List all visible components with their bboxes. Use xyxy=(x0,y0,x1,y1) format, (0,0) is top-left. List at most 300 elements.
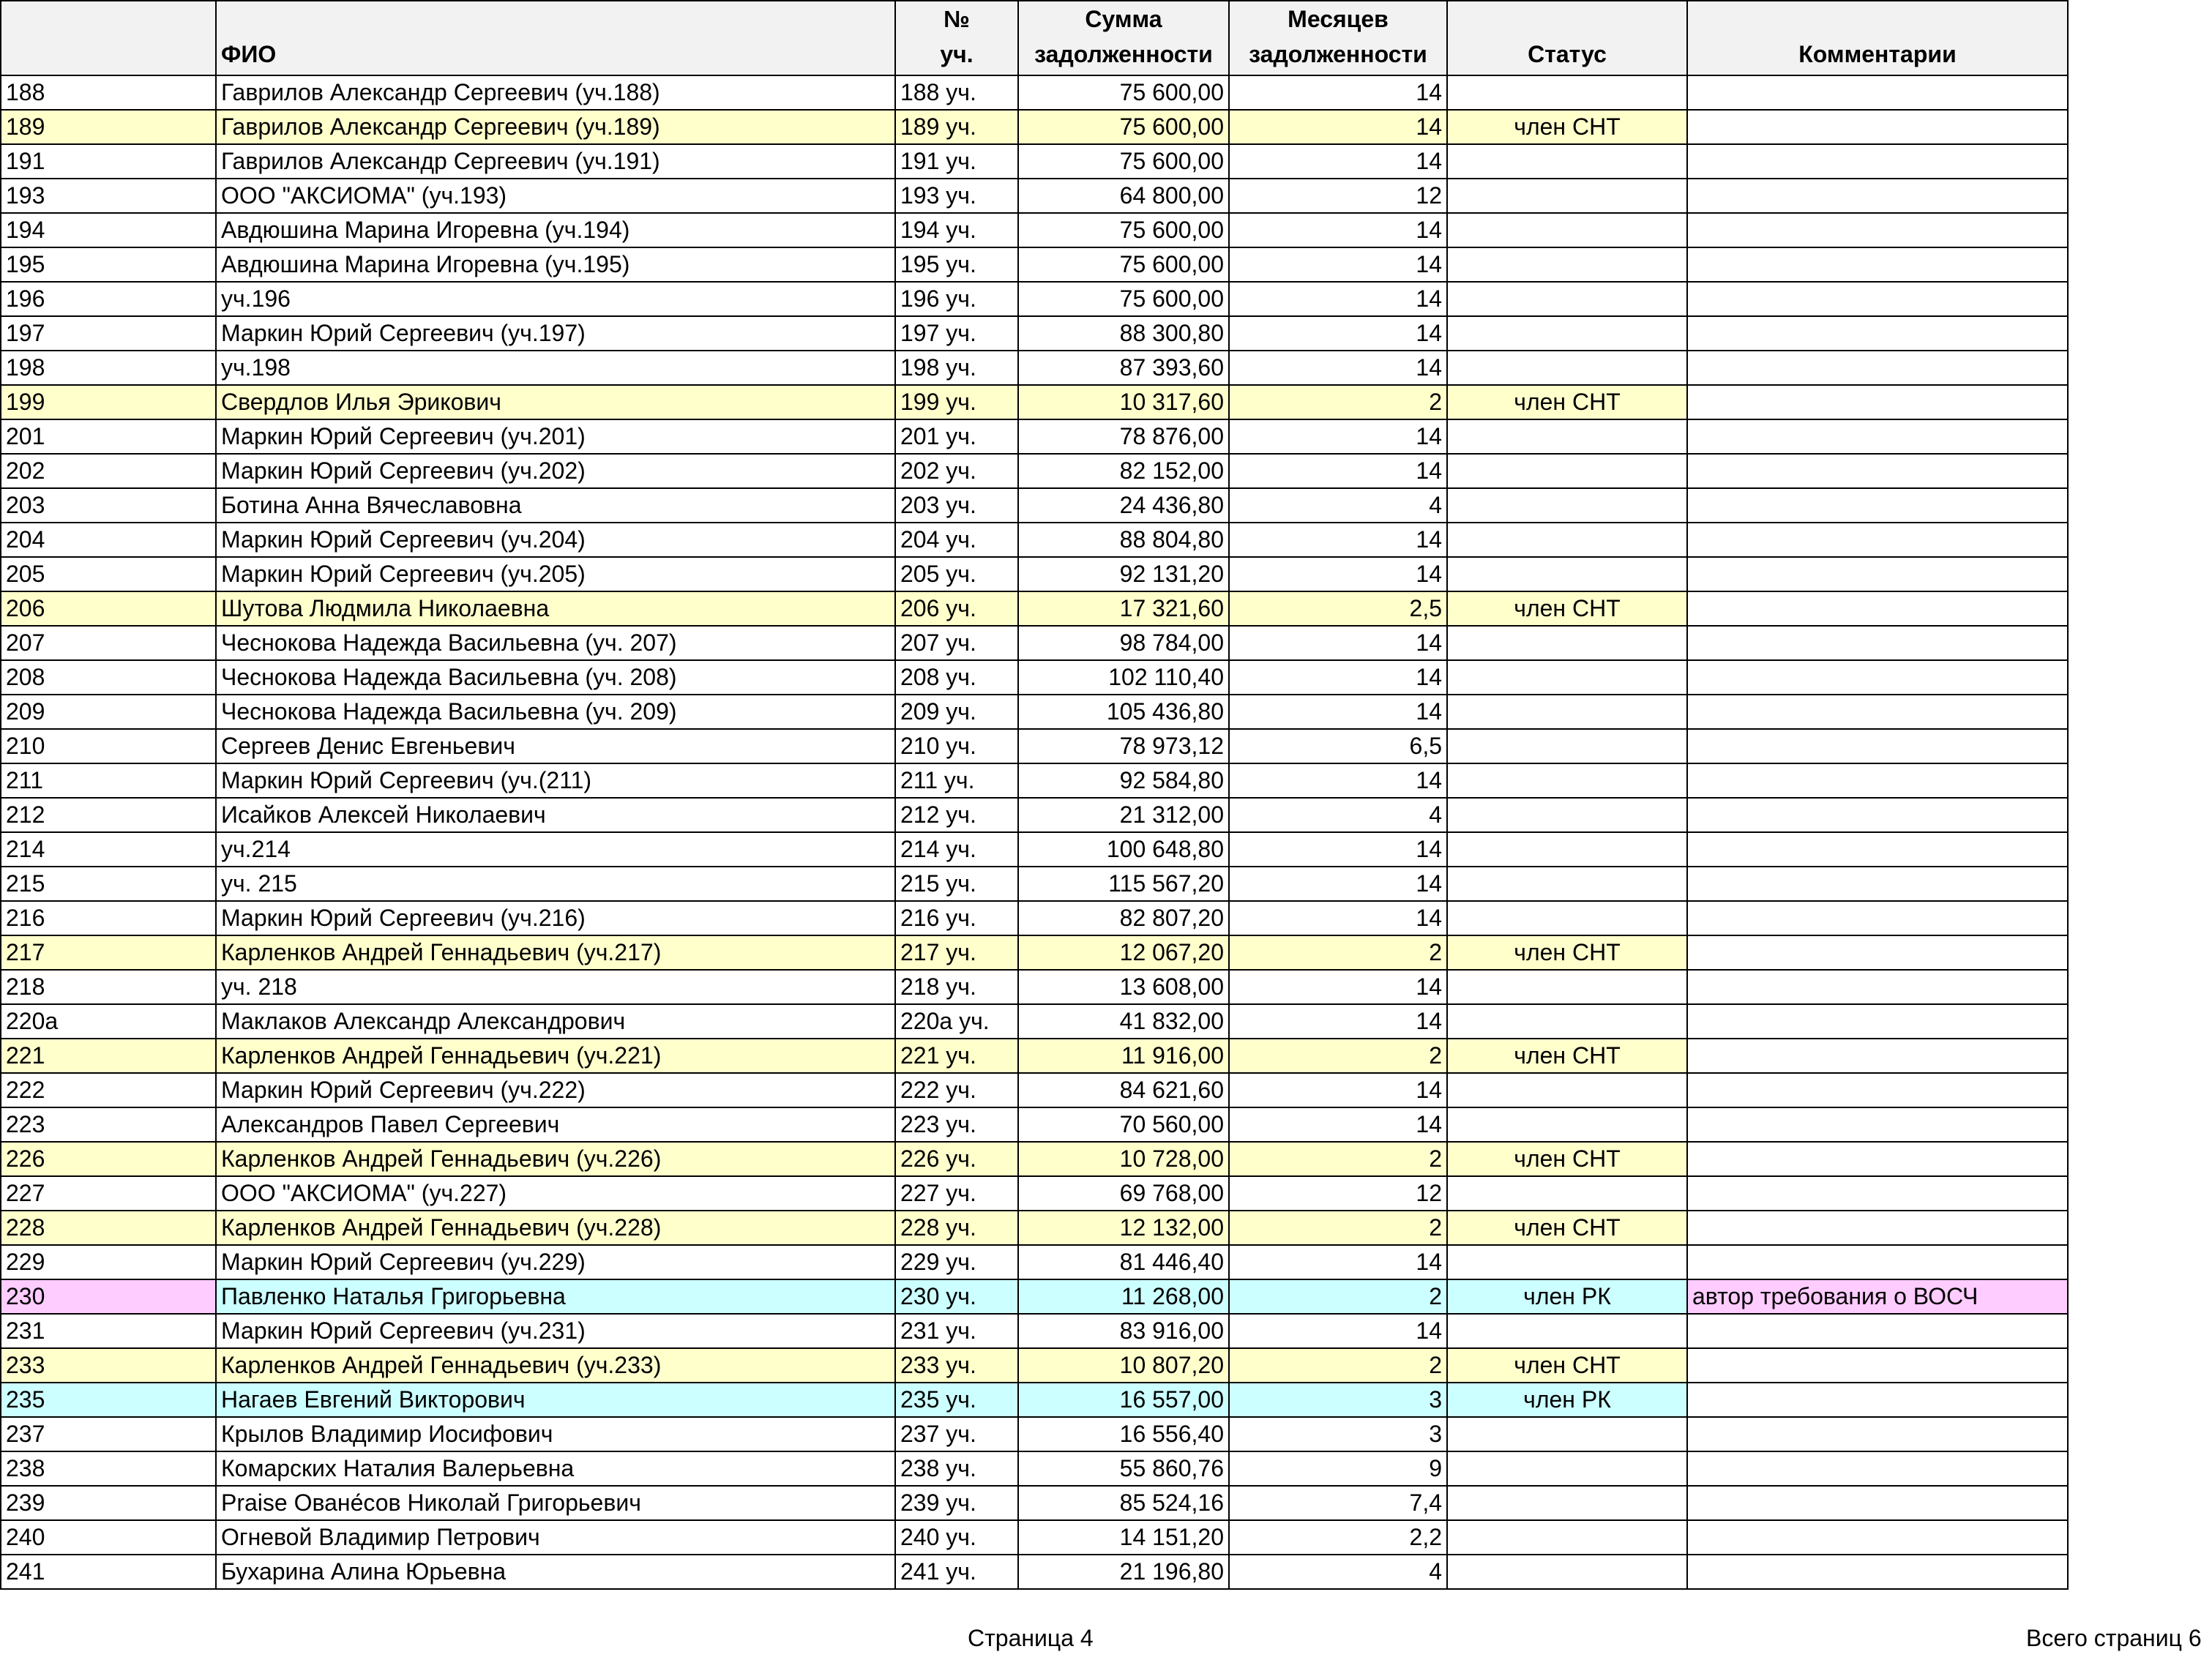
cell-sum: 78 876,00 xyxy=(1018,419,1229,454)
cell-comment xyxy=(1687,1451,2068,1486)
cell-fio: Маркин Юрий Сергеевич (уч.204) xyxy=(216,523,895,557)
cell-comment xyxy=(1687,488,2068,523)
cell-fio: Praise Оване́сов Николай Григорьевич xyxy=(216,1486,895,1520)
cell-plot: 191 уч. xyxy=(895,144,1018,179)
cell-status: член РК xyxy=(1447,1279,1687,1314)
cell-plot: 214 уч. xyxy=(895,832,1018,867)
cell-fio: Александров Павел Сергеевич xyxy=(216,1107,895,1142)
table-row xyxy=(1,1176,2068,1211)
cell-months: 14 xyxy=(1229,1073,1447,1107)
cell-sum: 21 312,00 xyxy=(1018,798,1229,832)
cell-comment xyxy=(1687,351,2068,385)
cell-plot: 203 уч. xyxy=(895,488,1018,523)
cell-comment xyxy=(1687,626,2068,660)
header-months xyxy=(1229,1,1447,75)
cell-sum: 17 321,60 xyxy=(1018,591,1229,626)
cell-fio: Крылов Владимир Иосифович xyxy=(216,1417,895,1451)
cell-id: 188 xyxy=(1,75,216,110)
cell-fio: Сергеев Денис Евгеньевич xyxy=(216,729,895,763)
cell-months: 7,4 xyxy=(1229,1486,1447,1520)
table-row xyxy=(1,1383,2068,1417)
cell-months: 2 xyxy=(1229,385,1447,419)
table-row xyxy=(1,1279,2068,1314)
cell-sum: 16 557,00 xyxy=(1018,1383,1229,1417)
cell-sum: 14 151,20 xyxy=(1018,1520,1229,1555)
cell-sum: 88 300,80 xyxy=(1018,316,1229,351)
cell-id: 237 xyxy=(1,1417,216,1451)
cell-id: 238 xyxy=(1,1451,216,1486)
cell-fio: Чеснокова Надежда Васильевна (уч. 209) xyxy=(216,695,895,729)
table-row xyxy=(1,351,2068,385)
table-row xyxy=(1,1417,2068,1451)
cell-plot: 222 уч. xyxy=(895,1073,1018,1107)
cell-status xyxy=(1447,660,1687,695)
cell-months: 2 xyxy=(1229,1142,1447,1176)
cell-sum: 105 436,80 xyxy=(1018,695,1229,729)
cell-id: 230 xyxy=(1,1279,216,1314)
table-row xyxy=(1,1451,2068,1486)
table-row xyxy=(1,1107,2068,1142)
cell-status xyxy=(1447,1520,1687,1555)
cell-status xyxy=(1447,798,1687,832)
cell-plot: 207 уч. xyxy=(895,626,1018,660)
cell-sum: 92 584,80 xyxy=(1018,763,1229,798)
cell-months: 14 xyxy=(1229,901,1447,935)
cell-status xyxy=(1447,695,1687,729)
table-row xyxy=(1,488,2068,523)
cell-months: 14 xyxy=(1229,75,1447,110)
cell-status: член СНТ xyxy=(1447,591,1687,626)
cell-comment xyxy=(1687,282,2068,316)
cell-status xyxy=(1447,729,1687,763)
cell-status xyxy=(1447,213,1687,247)
cell-plot: 230 уч. xyxy=(895,1279,1018,1314)
table-row xyxy=(1,557,2068,591)
cell-sum: 84 621,60 xyxy=(1018,1073,1229,1107)
cell-months: 2 xyxy=(1229,1279,1447,1314)
cell-plot: 221 уч. xyxy=(895,1039,1018,1073)
cell-status xyxy=(1447,763,1687,798)
cell-months: 3 xyxy=(1229,1417,1447,1451)
cell-comment xyxy=(1687,1004,2068,1039)
cell-status xyxy=(1447,316,1687,351)
cell-status xyxy=(1447,454,1687,488)
header-plot xyxy=(895,1,1018,75)
cell-plot: 212 уч. xyxy=(895,798,1018,832)
cell-plot: 204 уч. xyxy=(895,523,1018,557)
cell-sum: 70 560,00 xyxy=(1018,1107,1229,1142)
cell-fio: Маркин Юрий Сергеевич (уч.222) xyxy=(216,1073,895,1107)
cell-status xyxy=(1447,75,1687,110)
cell-months: 14 xyxy=(1229,419,1447,454)
cell-comment xyxy=(1687,591,2068,626)
table-row xyxy=(1,1314,2068,1348)
cell-plot: 223 уч. xyxy=(895,1107,1018,1142)
cell-status xyxy=(1447,970,1687,1004)
cell-id: 220а xyxy=(1,1004,216,1039)
cell-status: член СНТ xyxy=(1447,1211,1687,1245)
table-row xyxy=(1,144,2068,179)
cell-fio: Исайков Алексей Николаевич xyxy=(216,798,895,832)
cell-fio: Нагаев Евгений Викторович xyxy=(216,1383,895,1417)
cell-id: 227 xyxy=(1,1176,216,1211)
table-row xyxy=(1,110,2068,144)
cell-fio: Комарских Наталия Валерьевна xyxy=(216,1451,895,1486)
cell-plot: 210 уч. xyxy=(895,729,1018,763)
cell-status: член СНТ xyxy=(1447,385,1687,419)
cell-months: 14 xyxy=(1229,247,1447,282)
table-row xyxy=(1,626,2068,660)
cell-id: 193 xyxy=(1,179,216,213)
cell-plot: 233 уч. xyxy=(895,1348,1018,1383)
cell-status xyxy=(1447,351,1687,385)
cell-status xyxy=(1447,1245,1687,1279)
cell-sum: 64 800,00 xyxy=(1018,179,1229,213)
cell-plot: 189 уч. xyxy=(895,110,1018,144)
cell-id: 198 xyxy=(1,351,216,385)
cell-sum: 75 600,00 xyxy=(1018,110,1229,144)
cell-id: 195 xyxy=(1,247,216,282)
cell-plot: 194 уч. xyxy=(895,213,1018,247)
cell-sum: 12 067,20 xyxy=(1018,935,1229,970)
cell-id: 215 xyxy=(1,867,216,901)
header-comments: Комментарии xyxy=(1687,1,2068,75)
header-months-line2: задолженности xyxy=(1249,41,1427,67)
cell-fio: Карленков Андрей Геннадьевич (уч.233) xyxy=(216,1348,895,1383)
cell-months: 4 xyxy=(1229,1555,1447,1589)
cell-sum: 69 768,00 xyxy=(1018,1176,1229,1211)
cell-fio: Чеснокова Надежда Васильевна (уч. 208) xyxy=(216,660,895,695)
cell-fio: уч.214 xyxy=(216,832,895,867)
cell-months: 14 xyxy=(1229,316,1447,351)
cell-sum: 87 393,60 xyxy=(1018,351,1229,385)
page-number: Страница 4 xyxy=(968,1625,1094,1651)
cell-plot: 209 уч. xyxy=(895,695,1018,729)
cell-comment xyxy=(1687,1383,2068,1417)
cell-status xyxy=(1447,1451,1687,1486)
header-plot-line2: уч. xyxy=(940,41,974,67)
cell-months: 14 xyxy=(1229,557,1447,591)
cell-comment xyxy=(1687,660,2068,695)
cell-fio: уч. 218 xyxy=(216,970,895,1004)
cell-sum: 75 600,00 xyxy=(1018,75,1229,110)
cell-fio: Маркин Юрий Сергеевич (уч.201) xyxy=(216,419,895,454)
cell-id: 204 xyxy=(1,523,216,557)
cell-sum: 81 446,40 xyxy=(1018,1245,1229,1279)
cell-months: 14 xyxy=(1229,144,1447,179)
table-row xyxy=(1,247,2068,282)
cell-comment xyxy=(1687,419,2068,454)
cell-comment xyxy=(1687,695,2068,729)
cell-comment xyxy=(1687,1211,2068,1245)
cell-fio: Огневой Владимир Петрович xyxy=(216,1520,895,1555)
cell-months: 14 xyxy=(1229,626,1447,660)
cell-plot: 231 уч. xyxy=(895,1314,1018,1348)
cell-plot: 228 уч. xyxy=(895,1211,1018,1245)
cell-fio: Маркин Юрий Сергеевич (уч.229) xyxy=(216,1245,895,1279)
table-row xyxy=(1,1486,2068,1520)
cell-comment xyxy=(1687,1555,2068,1589)
table-row xyxy=(1,901,2068,935)
cell-fio: Павленко Наталья Григорьевна xyxy=(216,1279,895,1314)
cell-fio: Маркин Юрий Сергеевич (уч.216) xyxy=(216,901,895,935)
header-plot-line1: № xyxy=(944,6,970,32)
cell-status xyxy=(1447,1417,1687,1451)
cell-id: 217 xyxy=(1,935,216,970)
cell-status: член СНТ xyxy=(1447,1142,1687,1176)
cell-fio: Карленков Андрей Геннадьевич (уч.217) xyxy=(216,935,895,970)
cell-sum: 11 268,00 xyxy=(1018,1279,1229,1314)
cell-months: 2 xyxy=(1229,1348,1447,1383)
cell-sum: 10 317,60 xyxy=(1018,385,1229,419)
cell-sum: 83 916,00 xyxy=(1018,1314,1229,1348)
header-id xyxy=(1,1,216,75)
cell-status xyxy=(1447,419,1687,454)
table-row xyxy=(1,75,2068,110)
cell-sum: 92 131,20 xyxy=(1018,557,1229,591)
cell-comment xyxy=(1687,1039,2068,1073)
cell-id: 197 xyxy=(1,316,216,351)
cell-status: член СНТ xyxy=(1447,1039,1687,1073)
header-status: Статус xyxy=(1447,1,1687,75)
cell-fio: уч.196 xyxy=(216,282,895,316)
cell-sum: 78 973,12 xyxy=(1018,729,1229,763)
cell-sum: 82 152,00 xyxy=(1018,454,1229,488)
cell-comment xyxy=(1687,729,2068,763)
cell-sum: 85 524,16 xyxy=(1018,1486,1229,1520)
cell-months: 4 xyxy=(1229,488,1447,523)
cell-id: 199 xyxy=(1,385,216,419)
table-row xyxy=(1,1555,2068,1589)
cell-comment xyxy=(1687,1348,2068,1383)
cell-id: 228 xyxy=(1,1211,216,1245)
cell-sum: 10 728,00 xyxy=(1018,1142,1229,1176)
table-row xyxy=(1,1211,2068,1245)
cell-comment xyxy=(1687,247,2068,282)
cell-status xyxy=(1447,247,1687,282)
table-row xyxy=(1,282,2068,316)
cell-status: член СНТ xyxy=(1447,110,1687,144)
cell-status xyxy=(1447,901,1687,935)
cell-months: 14 xyxy=(1229,1245,1447,1279)
cell-months: 14 xyxy=(1229,213,1447,247)
cell-plot: 216 уч. xyxy=(895,901,1018,935)
cell-id: 207 xyxy=(1,626,216,660)
cell-id: 196 xyxy=(1,282,216,316)
cell-months: 14 xyxy=(1229,351,1447,385)
cell-comment xyxy=(1687,385,2068,419)
cell-plot: 235 уч. xyxy=(895,1383,1018,1417)
cell-comment xyxy=(1687,110,2068,144)
header-sum-line2: задолженности xyxy=(1034,41,1213,67)
cell-sum: 10 807,20 xyxy=(1018,1348,1229,1383)
cell-months: 6,5 xyxy=(1229,729,1447,763)
cell-status xyxy=(1447,1073,1687,1107)
cell-plot: 195 уч. xyxy=(895,247,1018,282)
cell-fio: Шутова Людмила Николаевна xyxy=(216,591,895,626)
table-row xyxy=(1,798,2068,832)
cell-id: 205 xyxy=(1,557,216,591)
cell-id: 211 xyxy=(1,763,216,798)
cell-id: 210 xyxy=(1,729,216,763)
cell-plot: 229 уч. xyxy=(895,1245,1018,1279)
cell-sum: 41 832,00 xyxy=(1018,1004,1229,1039)
cell-months: 2,5 xyxy=(1229,591,1447,626)
cell-plot: 201 уч. xyxy=(895,419,1018,454)
cell-sum: 55 860,76 xyxy=(1018,1451,1229,1486)
table-row xyxy=(1,213,2068,247)
cell-months: 14 xyxy=(1229,970,1447,1004)
cell-fio: Чеснокова Надежда Васильевна (уч. 207) xyxy=(216,626,895,660)
cell-comment xyxy=(1687,763,2068,798)
cell-fio: уч.198 xyxy=(216,351,895,385)
table-row xyxy=(1,729,2068,763)
cell-id: 191 xyxy=(1,144,216,179)
cell-status: член СНТ xyxy=(1447,935,1687,970)
cell-comment xyxy=(1687,213,2068,247)
cell-plot: 202 уч. xyxy=(895,454,1018,488)
cell-plot: 238 уч. xyxy=(895,1451,1018,1486)
cell-fio: Карленков Андрей Геннадьевич (уч.221) xyxy=(216,1039,895,1073)
cell-sum: 16 556,40 xyxy=(1018,1417,1229,1451)
cell-status: член РК xyxy=(1447,1383,1687,1417)
table-row xyxy=(1,1142,2068,1176)
cell-plot: 227 уч. xyxy=(895,1176,1018,1211)
cell-id: 222 xyxy=(1,1073,216,1107)
cell-fio: Бухарина Алина Юрьевна xyxy=(216,1555,895,1589)
cell-months: 14 xyxy=(1229,1004,1447,1039)
cell-id: 241 xyxy=(1,1555,216,1589)
table-row xyxy=(1,867,2068,901)
cell-status xyxy=(1447,1555,1687,1589)
cell-comment xyxy=(1687,832,2068,867)
cell-id: 203 xyxy=(1,488,216,523)
cell-id: 240 xyxy=(1,1520,216,1555)
cell-comment xyxy=(1687,523,2068,557)
cell-plot: 208 уч. xyxy=(895,660,1018,695)
table-row xyxy=(1,1004,2068,1039)
cell-id: 212 xyxy=(1,798,216,832)
cell-months: 12 xyxy=(1229,1176,1447,1211)
table-row xyxy=(1,935,2068,970)
cell-id: 235 xyxy=(1,1383,216,1417)
cell-status xyxy=(1447,523,1687,557)
cell-fio: Авдюшина Марина Игоревна (уч.195) xyxy=(216,247,895,282)
table-row xyxy=(1,591,2068,626)
cell-id: 202 xyxy=(1,454,216,488)
cell-fio: Ботина Анна Вячеславовна xyxy=(216,488,895,523)
cell-fio: Авдюшина Марина Игоревна (уч.194) xyxy=(216,213,895,247)
cell-status xyxy=(1447,626,1687,660)
table-row xyxy=(1,832,2068,867)
cell-id: 229 xyxy=(1,1245,216,1279)
cell-months: 2 xyxy=(1229,935,1447,970)
cell-months: 14 xyxy=(1229,523,1447,557)
cell-comment xyxy=(1687,1520,2068,1555)
cell-fio: Маклаков Александр Александрович xyxy=(216,1004,895,1039)
cell-fio: уч. 215 xyxy=(216,867,895,901)
cell-plot: 197 уч. xyxy=(895,316,1018,351)
cell-months: 9 xyxy=(1229,1451,1447,1486)
cell-comment xyxy=(1687,935,2068,970)
cell-plot: 198 уч. xyxy=(895,351,1018,385)
cell-comment xyxy=(1687,179,2068,213)
cell-fio: Гаврилов Александр Сергеевич (уч.191) xyxy=(216,144,895,179)
cell-months: 14 xyxy=(1229,832,1447,867)
cell-comment xyxy=(1687,1417,2068,1451)
cell-comment xyxy=(1687,901,2068,935)
cell-id: 223 xyxy=(1,1107,216,1142)
cell-id: 206 xyxy=(1,591,216,626)
cell-fio: Карленков Андрей Геннадьевич (уч.228) xyxy=(216,1211,895,1245)
cell-comment xyxy=(1687,557,2068,591)
cell-comment xyxy=(1687,867,2068,901)
cell-fio: Маркин Юрий Сергеевич (уч.197) xyxy=(216,316,895,351)
cell-id: 231 xyxy=(1,1314,216,1348)
cell-plot: 193 уч. xyxy=(895,179,1018,213)
cell-status: член СНТ xyxy=(1447,1348,1687,1383)
cell-comment xyxy=(1687,1142,2068,1176)
table-row xyxy=(1,970,2068,1004)
cell-comment xyxy=(1687,1245,2068,1279)
cell-sum: 75 600,00 xyxy=(1018,247,1229,282)
cell-plot: 239 уч. xyxy=(895,1486,1018,1520)
cell-fio: Маркин Юрий Сергеевич (уч.202) xyxy=(216,454,895,488)
cell-plot: 241 уч. xyxy=(895,1555,1018,1589)
cell-id: 226 xyxy=(1,1142,216,1176)
cell-status xyxy=(1447,1107,1687,1142)
cell-status xyxy=(1447,144,1687,179)
cell-id: 233 xyxy=(1,1348,216,1383)
cell-status xyxy=(1447,867,1687,901)
cell-sum: 75 600,00 xyxy=(1018,213,1229,247)
cell-plot: 217 уч. xyxy=(895,935,1018,970)
cell-fio: ООО "АКСИОМА" (уч.227) xyxy=(216,1176,895,1211)
cell-sum: 13 608,00 xyxy=(1018,970,1229,1004)
cell-fio: Карленков Андрей Геннадьевич (уч.226) xyxy=(216,1142,895,1176)
cell-months: 14 xyxy=(1229,763,1447,798)
table-row xyxy=(1,1348,2068,1383)
table-row xyxy=(1,1039,2068,1073)
cell-comment xyxy=(1687,1107,2068,1142)
table-row xyxy=(1,385,2068,419)
cell-status xyxy=(1447,179,1687,213)
cell-status xyxy=(1447,1004,1687,1039)
cell-status xyxy=(1447,557,1687,591)
cell-sum: 82 807,20 xyxy=(1018,901,1229,935)
table-row xyxy=(1,695,2068,729)
cell-plot: 211 уч. xyxy=(895,763,1018,798)
cell-plot: 188 уч. xyxy=(895,75,1018,110)
cell-id: 218 xyxy=(1,970,216,1004)
cell-months: 14 xyxy=(1229,1314,1447,1348)
cell-months: 14 xyxy=(1229,660,1447,695)
cell-comment xyxy=(1687,75,2068,110)
cell-comment xyxy=(1687,454,2068,488)
table-row xyxy=(1,419,2068,454)
cell-comment xyxy=(1687,1176,2068,1211)
cell-comment xyxy=(1687,144,2068,179)
cell-plot: 240 уч. xyxy=(895,1520,1018,1555)
cell-comment xyxy=(1687,1073,2068,1107)
table-row xyxy=(1,1520,2068,1555)
cell-months: 14 xyxy=(1229,282,1447,316)
table-row xyxy=(1,179,2068,213)
cell-status xyxy=(1447,1314,1687,1348)
cell-months: 14 xyxy=(1229,454,1447,488)
cell-plot: 215 уч. xyxy=(895,867,1018,901)
cell-months: 2,2 xyxy=(1229,1520,1447,1555)
